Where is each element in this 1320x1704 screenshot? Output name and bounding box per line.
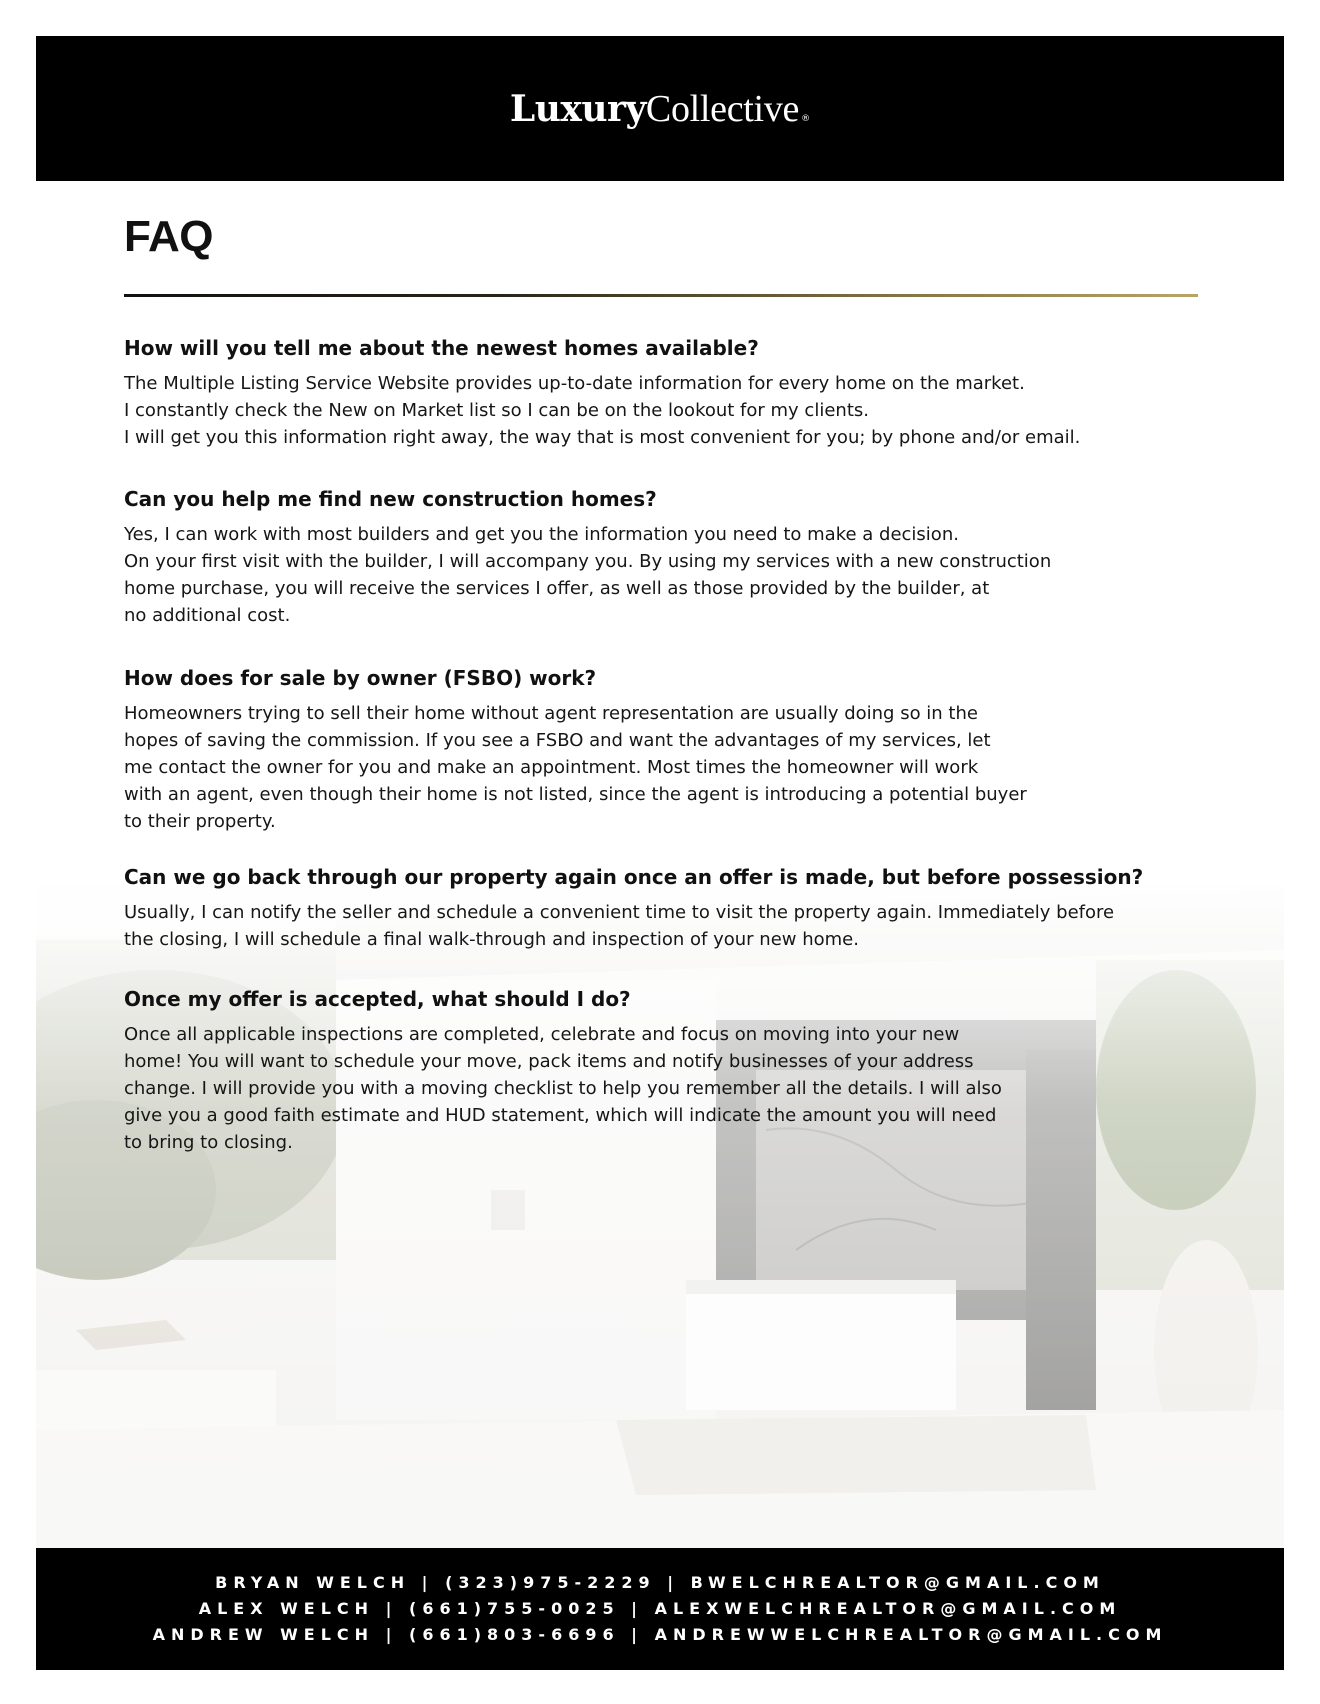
faq-answer-line: I constantly check the New on Market list so I can be on the lookout for my clients. bbox=[124, 400, 869, 421]
faq-answer-line: to their property. bbox=[124, 811, 276, 832]
faq-answer-line: Homeowners trying to sell their home without agent representation are usually doing so in the bbox=[124, 703, 978, 724]
faq-answer bbox=[124, 521, 1214, 629]
faq-answer bbox=[124, 700, 1214, 835]
faq-answer-line: to bring to closing. bbox=[124, 1132, 293, 1153]
faq-answer-line: home purchase, you will receive the services I offer, as well as those provided by the builder, at bbox=[124, 578, 990, 599]
faq-answer-line: no additional cost. bbox=[124, 605, 291, 626]
faq-answer-line: the closing, I will schedule a final walk-through and inspection of your new home. bbox=[124, 929, 859, 950]
logo-light-text: Collective bbox=[645, 87, 800, 130]
faq-answer bbox=[124, 370, 1214, 451]
faq-answer-line: hopes of saving the commission. If you see a FSBO and want the advantages of my services, let bbox=[124, 730, 991, 751]
faq-question: Can we go back through our property again once an offer is made, but before possession? bbox=[124, 865, 1144, 889]
faq-item-fsbo bbox=[124, 665, 1214, 835]
logo-registered-mark: ® bbox=[801, 113, 811, 124]
faq-item-newest-homes bbox=[124, 335, 1214, 451]
faq-answer-line: On your first visit with the builder, I will accompany you. By using my services with a new construction bbox=[124, 551, 1052, 572]
faq-answer-line: me contact the owner for you and make an appointment. Most times the homeowner will work bbox=[124, 757, 979, 778]
title-divider bbox=[124, 294, 1198, 297]
faq-question: How will you tell me about the newest homes available? bbox=[124, 336, 759, 360]
faq-question: Once my offer is accepted, what should I do? bbox=[124, 987, 631, 1011]
faq-question: How does for sale by owner (FSBO) work? bbox=[124, 666, 597, 690]
contact-line-andrew: ANDREW WELCH | (661)803-6696 | ANDREWWELCHREALTOR@GMAIL.COM bbox=[152, 1625, 1168, 1644]
faq-answer-line: with an agent, even though their home is not listed, since the agent is introducing a potential buyer bbox=[124, 784, 1027, 805]
faq-question: Can you help me find new construction homes? bbox=[124, 487, 657, 511]
faq-answer-line: I will get you this information right away, the way that is most convenient for you; by phone and/or email. bbox=[124, 427, 1081, 448]
logo-bold-text: Luxury bbox=[509, 87, 646, 130]
faq-answer-line: change. I will provide you with a moving checklist to help you remember all the details. I will also bbox=[124, 1078, 1002, 1099]
faq-answer-line: give you a good faith estimate and HUD statement, which will indicate the amount you will need bbox=[124, 1105, 997, 1126]
faq-answer-line: home! You will want to schedule your move, pack items and notify businesses of your address bbox=[124, 1051, 974, 1072]
faq-answer-line: Once all applicable inspections are completed, celebrate and focus on moving into your new bbox=[124, 1024, 960, 1045]
faq-answer bbox=[124, 1021, 1214, 1156]
contact-line-bryan: BRYAN WELCH | (323)975-2229 | BWELCHREALTOR@GMAIL.COM bbox=[215, 1573, 1105, 1592]
faq-answer-line: Yes, I can work with most builders and get you the information you need to make a decision. bbox=[124, 524, 959, 545]
luxury-collective-logo bbox=[510, 87, 810, 131]
faq-item-new-construction bbox=[124, 486, 1214, 629]
contact-line-alex: ALEX WELCH | (661)755-0025 | ALEXWELCHREALTOR@GMAIL.COM bbox=[198, 1599, 1122, 1618]
bathroom-background-photo bbox=[36, 870, 1284, 1548]
header-bar bbox=[36, 36, 1284, 181]
footer-contact-bar bbox=[36, 1548, 1284, 1670]
faq-item-revisit-property bbox=[124, 864, 1214, 953]
faq-answer-line: Usually, I can notify the seller and schedule a convenient time to visit the property again. Immediately before bbox=[124, 902, 1115, 923]
faq-answer-line: The Multiple Listing Service Website provides up-to-date information for every home on the market. bbox=[124, 373, 1025, 394]
page-title: FAQ bbox=[124, 212, 213, 261]
faq-answer bbox=[124, 899, 1214, 953]
faq-item-offer-accepted bbox=[124, 986, 1214, 1156]
